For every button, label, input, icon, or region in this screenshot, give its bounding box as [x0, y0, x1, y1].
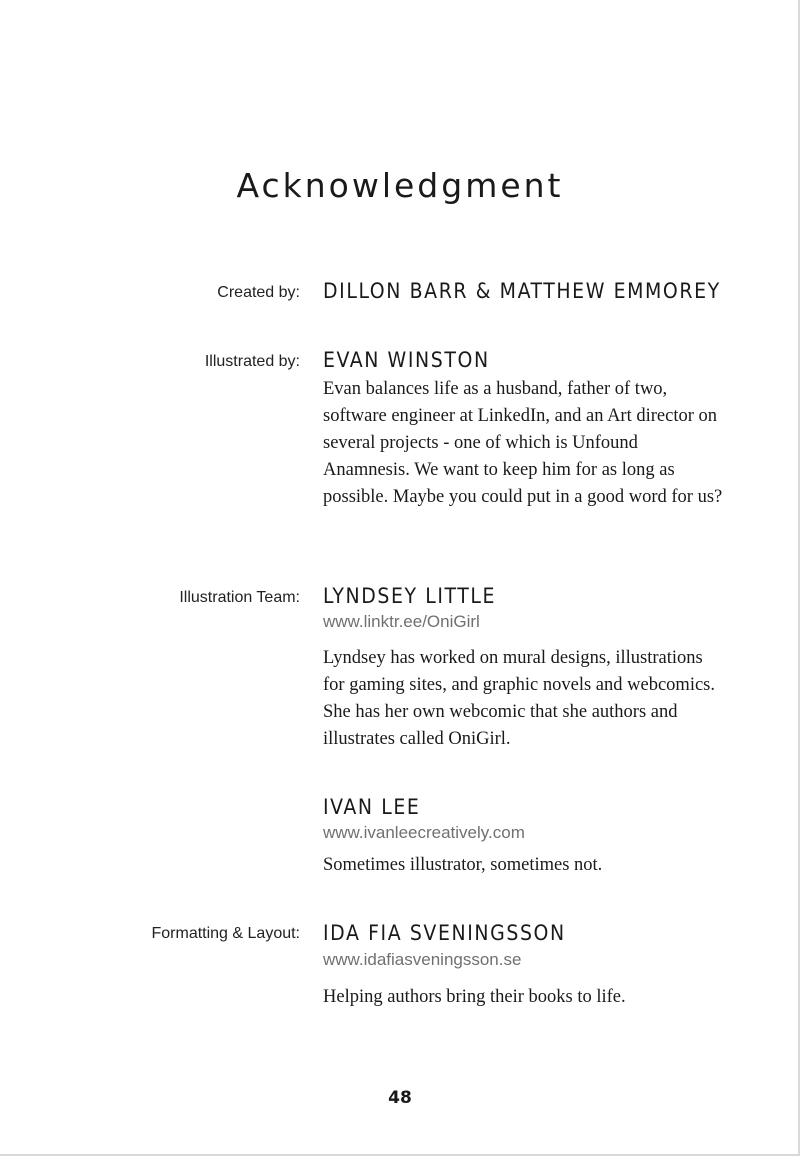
team-member-url[interactable]: www.ivanleecreatively.com [323, 823, 525, 842]
formatting-layout-label: Formatting & Layout: [151, 925, 300, 942]
illustrated-by-name: EVAN WINSTON [323, 348, 490, 372]
illustrated-by-bio: Evan balances life as a husband, father of two, software engineer at LinkedIn, and an Art director on several projects - one of which is Unfound Anamnesis. We want to keep him for as long as possible. Maybe you could put in a good word for us? [323, 379, 723, 507]
team-member-url[interactable]: www.linktr.ee/OniGirl [323, 612, 480, 631]
created-by-name: DILLON BARR & MATTHEW EMMOREY [323, 279, 721, 303]
team-member-name: IVAN LEE [323, 795, 421, 819]
team-member-bio: Sometimes illustrator, sometimes not. [323, 855, 603, 875]
created-by-label: Created by: [217, 284, 300, 301]
page-title: Acknowledgment [236, 166, 564, 205]
formatting-layout-url[interactable]: www.idafiasveningsson.se [323, 950, 522, 969]
team-member-name: LYNDSEY LITTLE [323, 584, 497, 608]
team-member-bio: Lyndsey has worked on mural designs, illustrations for gaming sites, and graphic novels and webcomics. She has her own webcomic that she authors and illustrates called OniGirl. [323, 648, 715, 749]
formatting-layout-name: IDA FIA SVENINGSSON [323, 921, 566, 945]
illustration-team-label: Illustration Team: [179, 589, 300, 606]
illustrated-by-label: Illustrated by: [204, 353, 300, 370]
page-number: 48 [388, 1088, 412, 1108]
formatting-layout-bio: Helping authors bring their books to life. [323, 987, 626, 1007]
